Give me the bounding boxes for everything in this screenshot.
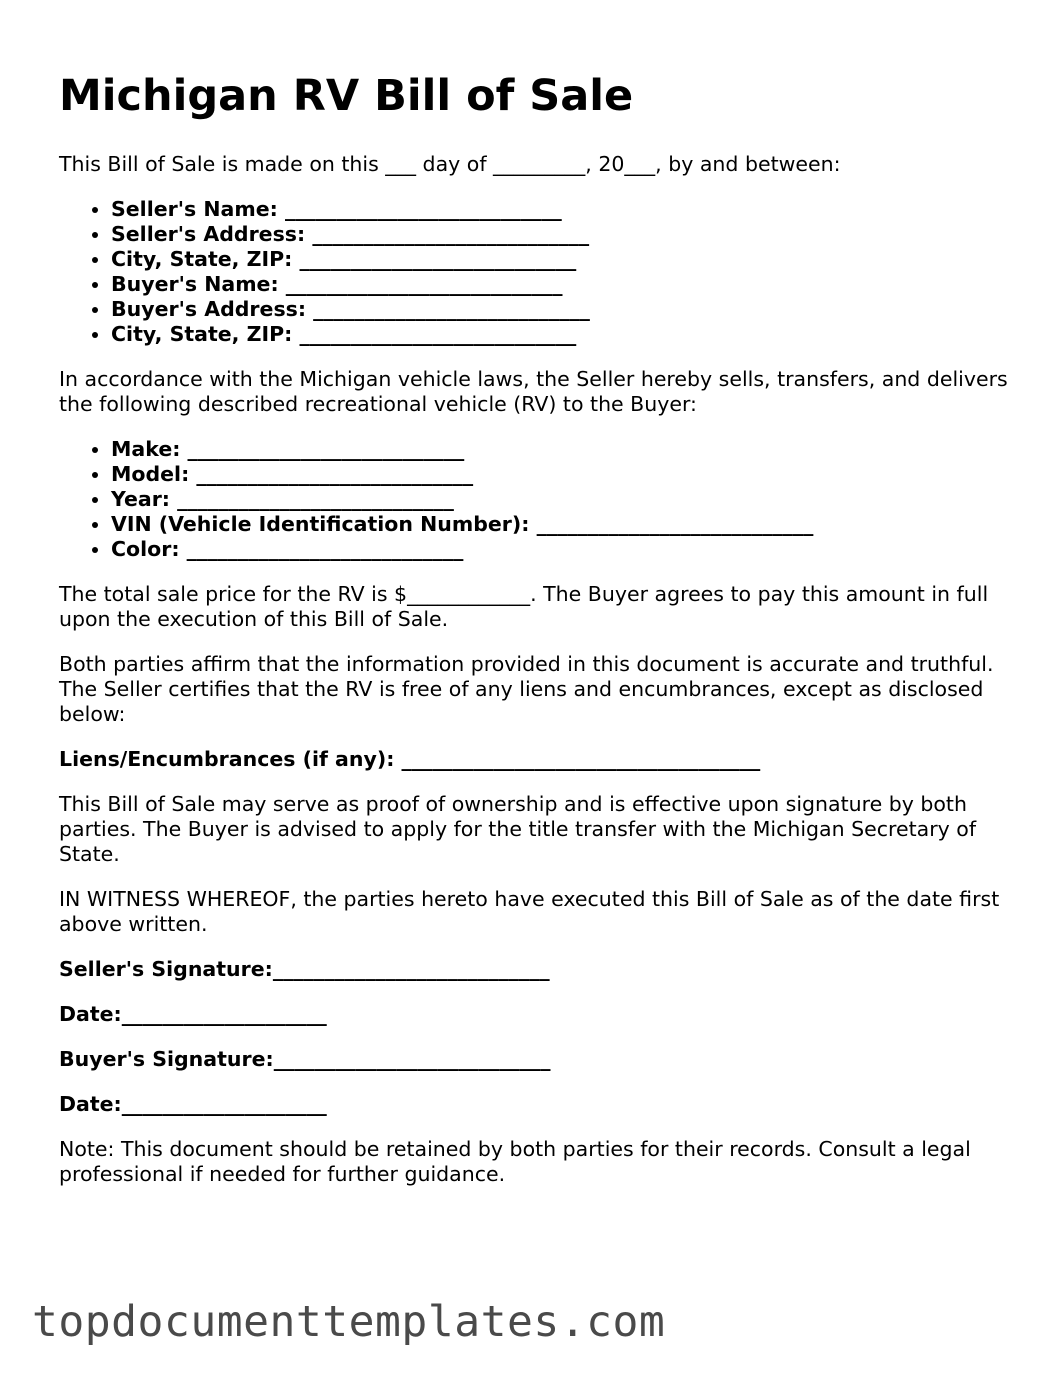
list-item: • Year: ___________________________ [111,487,1019,512]
witness-paragraph: IN WITNESS WHEREOF, the parties hereto have executed this Bill of Sale as of the date first above written. [59,887,1000,936]
list-item: • VIN (Vehicle Identification Number): ___________________________ [111,512,1019,537]
list-item: • Buyer's Name: ___________________________ [111,272,1019,297]
affirm-paragraph: Both parties affirm that the information provided in this document is accurate and truthful. The Seller certifies that the RV is free of any liens and encumbrances, except as disclosed below: [59,652,994,726]
list-item: • Model: ___________________________ [111,462,1019,487]
list-item: • Buyer's Address: ___________________________ [111,297,1019,322]
price-paragraph: The total sale price for the RV is $____________. The Buyer agrees to pay this amount in full upon the execution of this Bill of Sale. [59,582,989,631]
ownership-paragraph: This Bill of Sale may serve as proof of ownership and is effective upon signature by both parties. The Buyer is advised to apply for the title transfer with the Michigan Secretary of State. [59,792,977,866]
note-paragraph: Note: This document should be retained by both parties for their records. Consult a legal professional if needed for further guidance. [59,1137,971,1186]
buyer-date-line: Date:____________________ [59,1092,327,1116]
list-item: • City, State, ZIP: ___________________________ [111,247,1019,272]
intro-paragraph: This Bill of Sale is made on this ___ day of _________, 20___, by and between: [59,152,841,176]
list-item: • Color: ___________________________ [111,537,1019,562]
parties-list [59,197,1019,347]
vehicle-list [59,437,1019,562]
document-title: Michigan RV Bill of Sale [59,71,634,121]
list-item: • City, State, ZIP: ___________________________ [111,322,1019,347]
document-body [59,70,1019,1207]
seller-signature-line: Seller's Signature:___________________________ [59,957,550,981]
transfer-paragraph: In accordance with the Michigan vehicle laws, the Seller hereby sells, transfers, and delivers the following described recreational vehicle (RV) to the Buyer: [59,367,1008,416]
list-item: • Make: ___________________________ [111,437,1019,462]
list-item: • Seller's Address: ___________________________ [111,222,1019,247]
list-item: • Seller's Name: ___________________________ [111,197,1019,222]
seller-date-line: Date:____________________ [59,1002,327,1026]
buyer-signature-line: Buyer's Signature:___________________________ [59,1047,551,1071]
liens-line: Liens/Encumbrances (if any): ___________________________________ [59,747,761,771]
watermark: topdocumenttemplates.com [32,1297,666,1347]
